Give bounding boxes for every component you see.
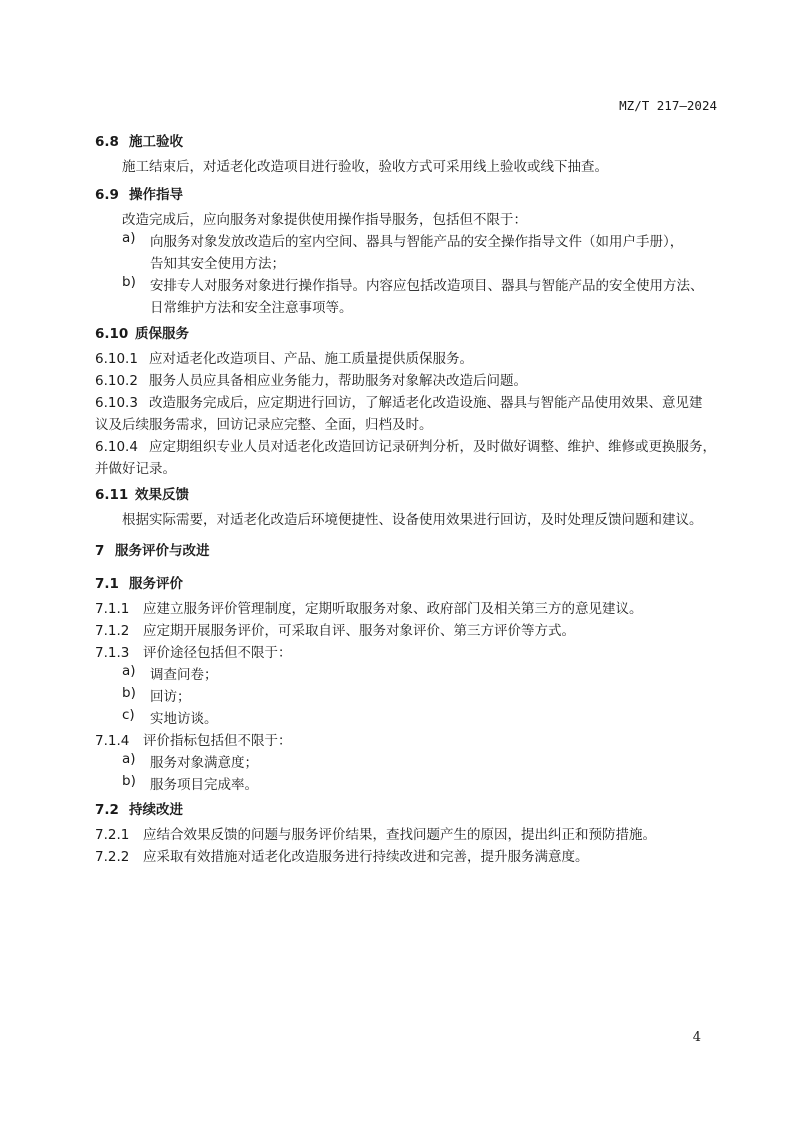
section-title: 效果反馈 bbox=[135, 487, 189, 503]
clause-number: 6.10.3 bbox=[95, 395, 138, 411]
clause-text: 应结合效果反馈的问题与服务评价结果，查找问题产生的原因，提出纠正和预防措施。 bbox=[143, 827, 656, 843]
clause-number: 6.10.4 bbox=[95, 439, 138, 455]
list-marker: a) bbox=[122, 751, 136, 767]
section-heading-7-2 bbox=[95, 798, 183, 818]
list-item-text-continued: 告知其安全使用方法； bbox=[150, 256, 285, 272]
section-title: 持续改进 bbox=[129, 802, 183, 818]
section-heading-7-1 bbox=[95, 572, 183, 592]
list-item-text: 向服务对象发放改造后的室内空间、器具与智能产品的安全操作指导文件（如用户手册）， bbox=[150, 234, 684, 250]
clause-text-continued: 并做好记录。 bbox=[95, 461, 176, 477]
section-heading-6-8 bbox=[95, 130, 183, 150]
clause-7-1-3 bbox=[95, 641, 292, 661]
clause-text: 应对适老化改造项目、产品、施工质量提供质保服务。 bbox=[149, 351, 473, 367]
clause-text: 服务人员应具备相应业务能力，帮助服务对象解决改造后问题。 bbox=[149, 373, 527, 389]
paragraph: 施工结束后，对适老化改造项目进行验收，验收方式可采用线上验收或线下抽查。 bbox=[122, 159, 608, 175]
clause-text-continued: 议及后续服务需求，回访记录应完整、全面，归档及时。 bbox=[95, 417, 433, 433]
clause-6-10-1 bbox=[95, 347, 473, 367]
section-heading-6-9 bbox=[95, 183, 183, 203]
paragraph: 根据实际需要，对适老化改造后环境便捷性、设备使用效果进行回访，及时处理反馈问题和建议。 bbox=[122, 512, 703, 528]
list-marker: a) bbox=[122, 663, 136, 679]
list-item-text: 安排专人对服务对象进行操作指导。内容应包括改造项目、器具与智能产品的安全使用方法、 bbox=[150, 278, 704, 294]
list-marker: c) bbox=[122, 707, 135, 723]
section-number: 6.10 bbox=[95, 326, 129, 342]
section-number: 7.2 bbox=[95, 802, 119, 818]
clause-text: 应定期开展服务评价，可采取自评、服务对象评价、第三方评价等方式。 bbox=[143, 623, 575, 639]
clause-number: 7.1.2 bbox=[95, 623, 130, 639]
clause-6-10-2 bbox=[95, 369, 527, 389]
list-item-text: 调查问卷； bbox=[150, 667, 218, 683]
section-heading-6-10 bbox=[95, 322, 189, 342]
list-marker: b) bbox=[122, 773, 136, 789]
clause-number: 6.10.2 bbox=[95, 373, 138, 389]
clause-number: 7.2.1 bbox=[95, 827, 130, 843]
section-title: 操作指导 bbox=[129, 187, 183, 203]
clause-7-1-4 bbox=[95, 729, 292, 749]
clause-7-1-1 bbox=[95, 597, 643, 617]
clause-number: 7.1.4 bbox=[95, 733, 130, 749]
clause-number: 7.2.2 bbox=[95, 849, 130, 865]
chapter-title: 服务评价与改进 bbox=[115, 543, 210, 559]
clause-text: 评价指标包括但不限于： bbox=[143, 733, 292, 749]
list-item-text: 回访； bbox=[150, 689, 191, 705]
list-item-text: 实地访谈。 bbox=[150, 711, 218, 727]
chapter-heading-7 bbox=[95, 539, 210, 559]
section-title: 施工验收 bbox=[129, 134, 183, 150]
clause-7-1-2 bbox=[95, 619, 575, 639]
list-marker: b) bbox=[122, 274, 136, 290]
clause-6-10-4 bbox=[95, 435, 716, 455]
section-heading-6-11 bbox=[95, 483, 189, 503]
section-number: 6.11 bbox=[95, 487, 129, 503]
list-marker: b) bbox=[122, 685, 136, 701]
list-item-text: 服务对象满意度； bbox=[150, 755, 258, 771]
clause-7-2-2 bbox=[95, 845, 589, 865]
section-title: 质保服务 bbox=[135, 326, 189, 342]
section-number: 7.1 bbox=[95, 576, 119, 592]
clause-text: 应定期组织专业人员对适老化改造回访记录研判分析，及时做好调整、维护、维修或更换服务， bbox=[149, 439, 716, 455]
list-item-text-continued: 日常维护方法和安全注意事项等。 bbox=[150, 300, 353, 316]
clause-7-2-1 bbox=[95, 823, 656, 843]
clause-text: 评价途径包括但不限于： bbox=[143, 645, 292, 661]
clause-number: 6.10.1 bbox=[95, 351, 138, 367]
paragraph: 改造完成后，应向服务对象提供使用操作指导服务，包括但不限于： bbox=[122, 212, 527, 228]
clause-number: 7.1.3 bbox=[95, 645, 130, 661]
clause-text: 应建立服务评价管理制度，定期听取服务对象、政府部门及相关第三方的意见建议。 bbox=[143, 601, 643, 617]
list-marker: a) bbox=[122, 230, 136, 246]
clause-text: 改造服务完成后，应定期进行回访，了解适老化改造设施、器具与智能产品使用效果、意见建 bbox=[149, 395, 703, 411]
clause-text: 应采取有效措施对适老化改造服务进行持续改进和完善，提升服务满意度。 bbox=[143, 849, 589, 865]
page-number: 4 bbox=[692, 1030, 701, 1045]
section-number: 6.9 bbox=[95, 187, 119, 203]
chapter-number: 7 bbox=[95, 543, 105, 559]
section-title: 服务评价 bbox=[129, 576, 183, 592]
list-item-text: 服务项目完成率。 bbox=[150, 777, 258, 793]
document-code: MZ/T 217—2024 bbox=[619, 98, 717, 113]
section-number: 6.8 bbox=[95, 134, 119, 150]
clause-number: 7.1.1 bbox=[95, 601, 130, 617]
clause-6-10-3 bbox=[95, 391, 703, 411]
